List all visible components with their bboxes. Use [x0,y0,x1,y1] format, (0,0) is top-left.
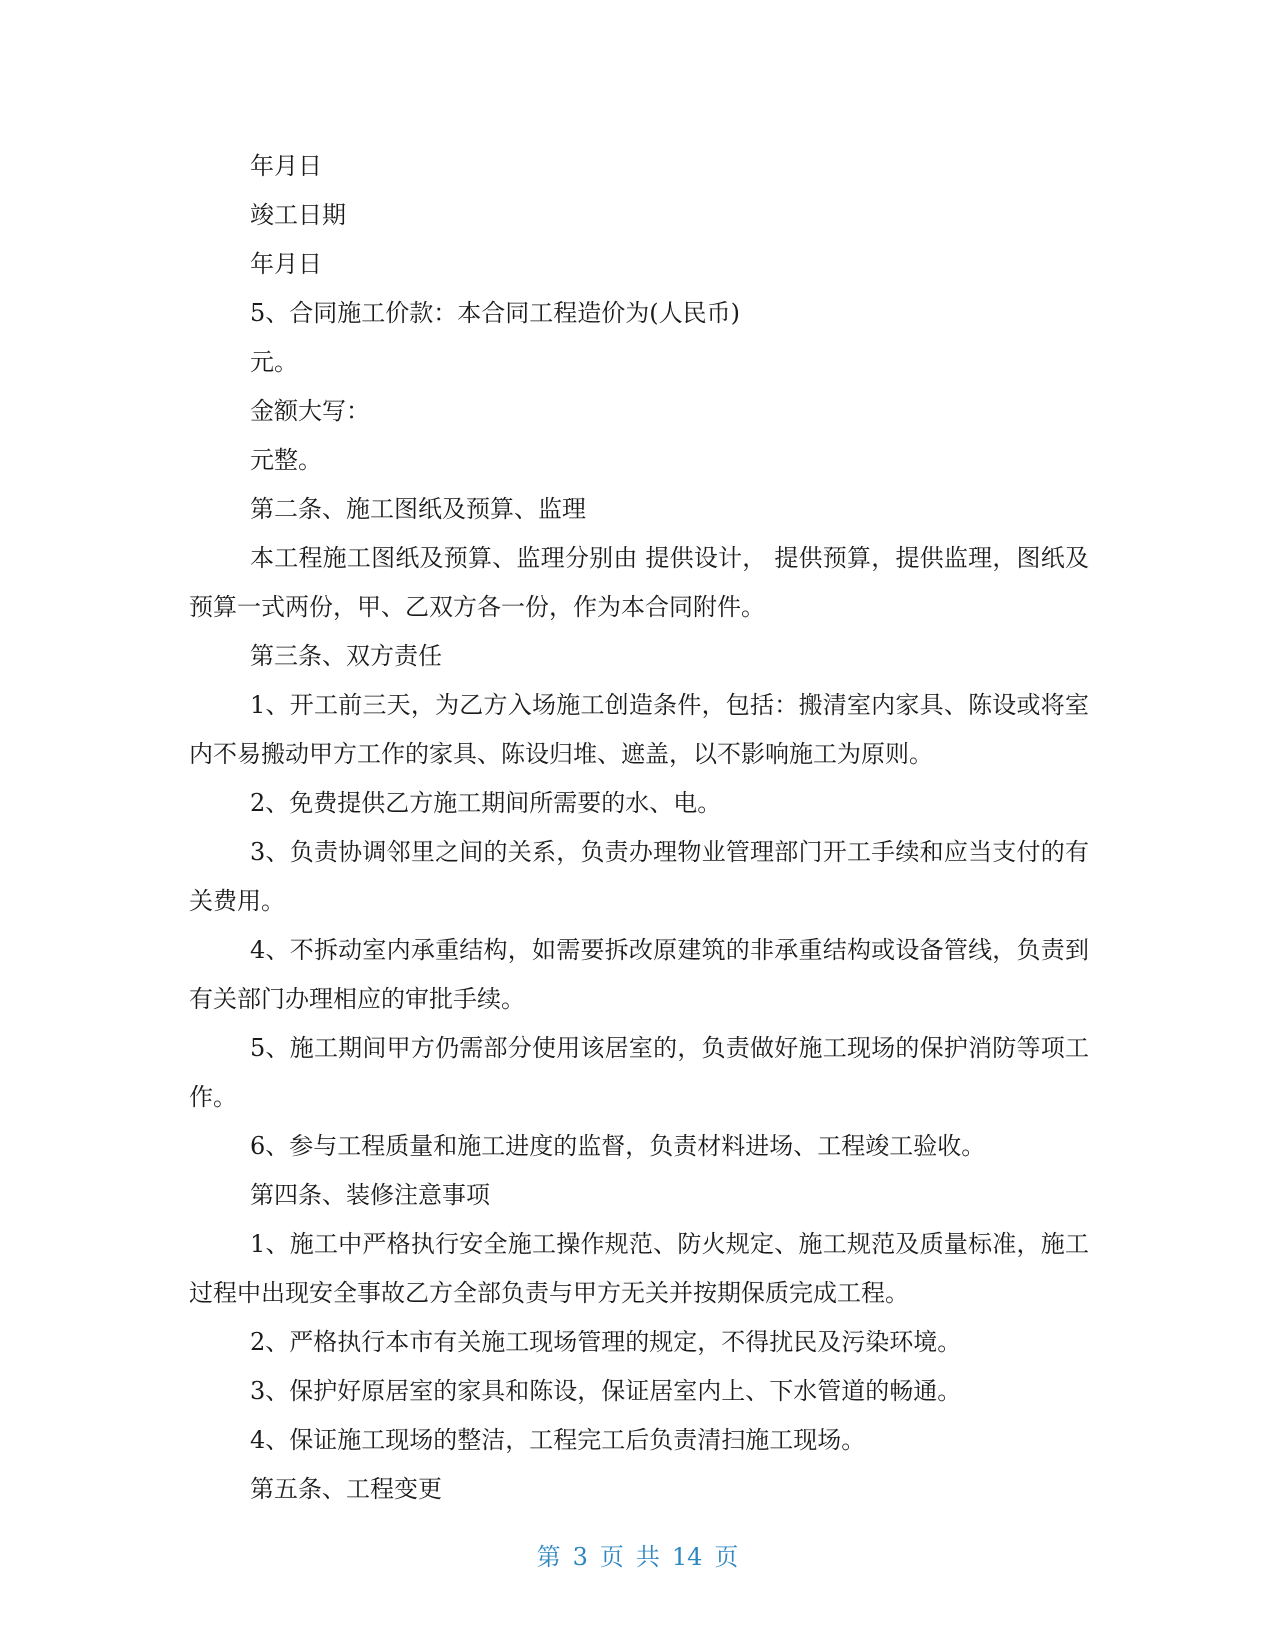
section-heading-article-3: 第三条、双方责任 [250,642,442,670]
section-heading-article-4: 第四条、装修注意事项 [250,1181,490,1209]
section-heading-article-5: 第五条、工程变更 [250,1475,442,1503]
footer-suffix: 页 [714,1543,739,1571]
list-item: 1、施工中严格执行安全施工操作规范、防火规定、施工规范及质量标准，施工过程中出现安全事故乙方全部负责与甲方无关并按期保质完成工程。 [189,1230,1089,1307]
paragraph-contract-price: 5、合同施工价款：本合同工程造价为(人民币) [250,299,740,327]
footer-total-pages: 14 [671,1543,703,1571]
list-item: 4、不拆动室内承重结构，如需要拆改原建筑的非承重结构或设备管线，负责到有关部门办理相应的审批手续。 [189,936,1089,1013]
list-item: 3、保护好原居室的家具和陈设，保证居室内上、下水管道的畅通。 [250,1377,962,1405]
section-heading-article-2: 第二条、施工图纸及预算、监理 [250,495,586,523]
document-body [189,142,1089,1514]
list-item: 2、免费提供乙方施工期间所需要的水、电。 [250,789,722,817]
paragraph-drawings-budget: 本工程施工图纸及预算、监理分别由 提供设计， 提供预算，提供监理，图纸及预算一式两份，甲、乙双方各一份，作为本合同附件。 [189,544,1089,621]
list-item: 3、负责协调邻里之间的关系，负责办理物业管理部门开工手续和应当支付的有关费用。 [189,838,1089,915]
paragraph-completion-date: 竣工日期 [250,201,346,229]
footer-total-word: 共 [635,1543,660,1571]
paragraph-amount-uppercase: 金额大写： [250,397,370,425]
page-number-footer [0,1542,1275,1572]
paragraph-yuan-whole: 元整。 [250,446,322,474]
list-item: 2、严格执行本市有关施工现场管理的规定，不得扰民及污染环境。 [250,1328,962,1356]
paragraph-date-2: 年月日 [250,250,322,278]
list-item: 6、参与工程质量和施工进度的监督，负责材料进场、工程竣工验收。 [250,1132,986,1160]
list-item: 4、保证施工现场的整洁，工程完工后负责清扫施工现场。 [250,1426,866,1454]
list-item: 1、开工前三天，为乙方入场施工创造条件，包括：搬清室内家具、陈设或将室内不易搬动甲方工作的家具、陈设归堆、遮盖，以不影响施工为原则。 [189,691,1089,768]
footer-page-word: 页 [599,1543,624,1571]
footer-prefix: 第 [536,1543,561,1571]
list-item: 5、施工期间甲方仍需部分使用该居室的，负责做好施工现场的保护消防等项工作。 [189,1034,1089,1111]
paragraph-date-1: 年月日 [250,152,322,180]
footer-current-page: 3 [572,1543,588,1571]
paragraph-yuan: 元。 [250,348,298,376]
